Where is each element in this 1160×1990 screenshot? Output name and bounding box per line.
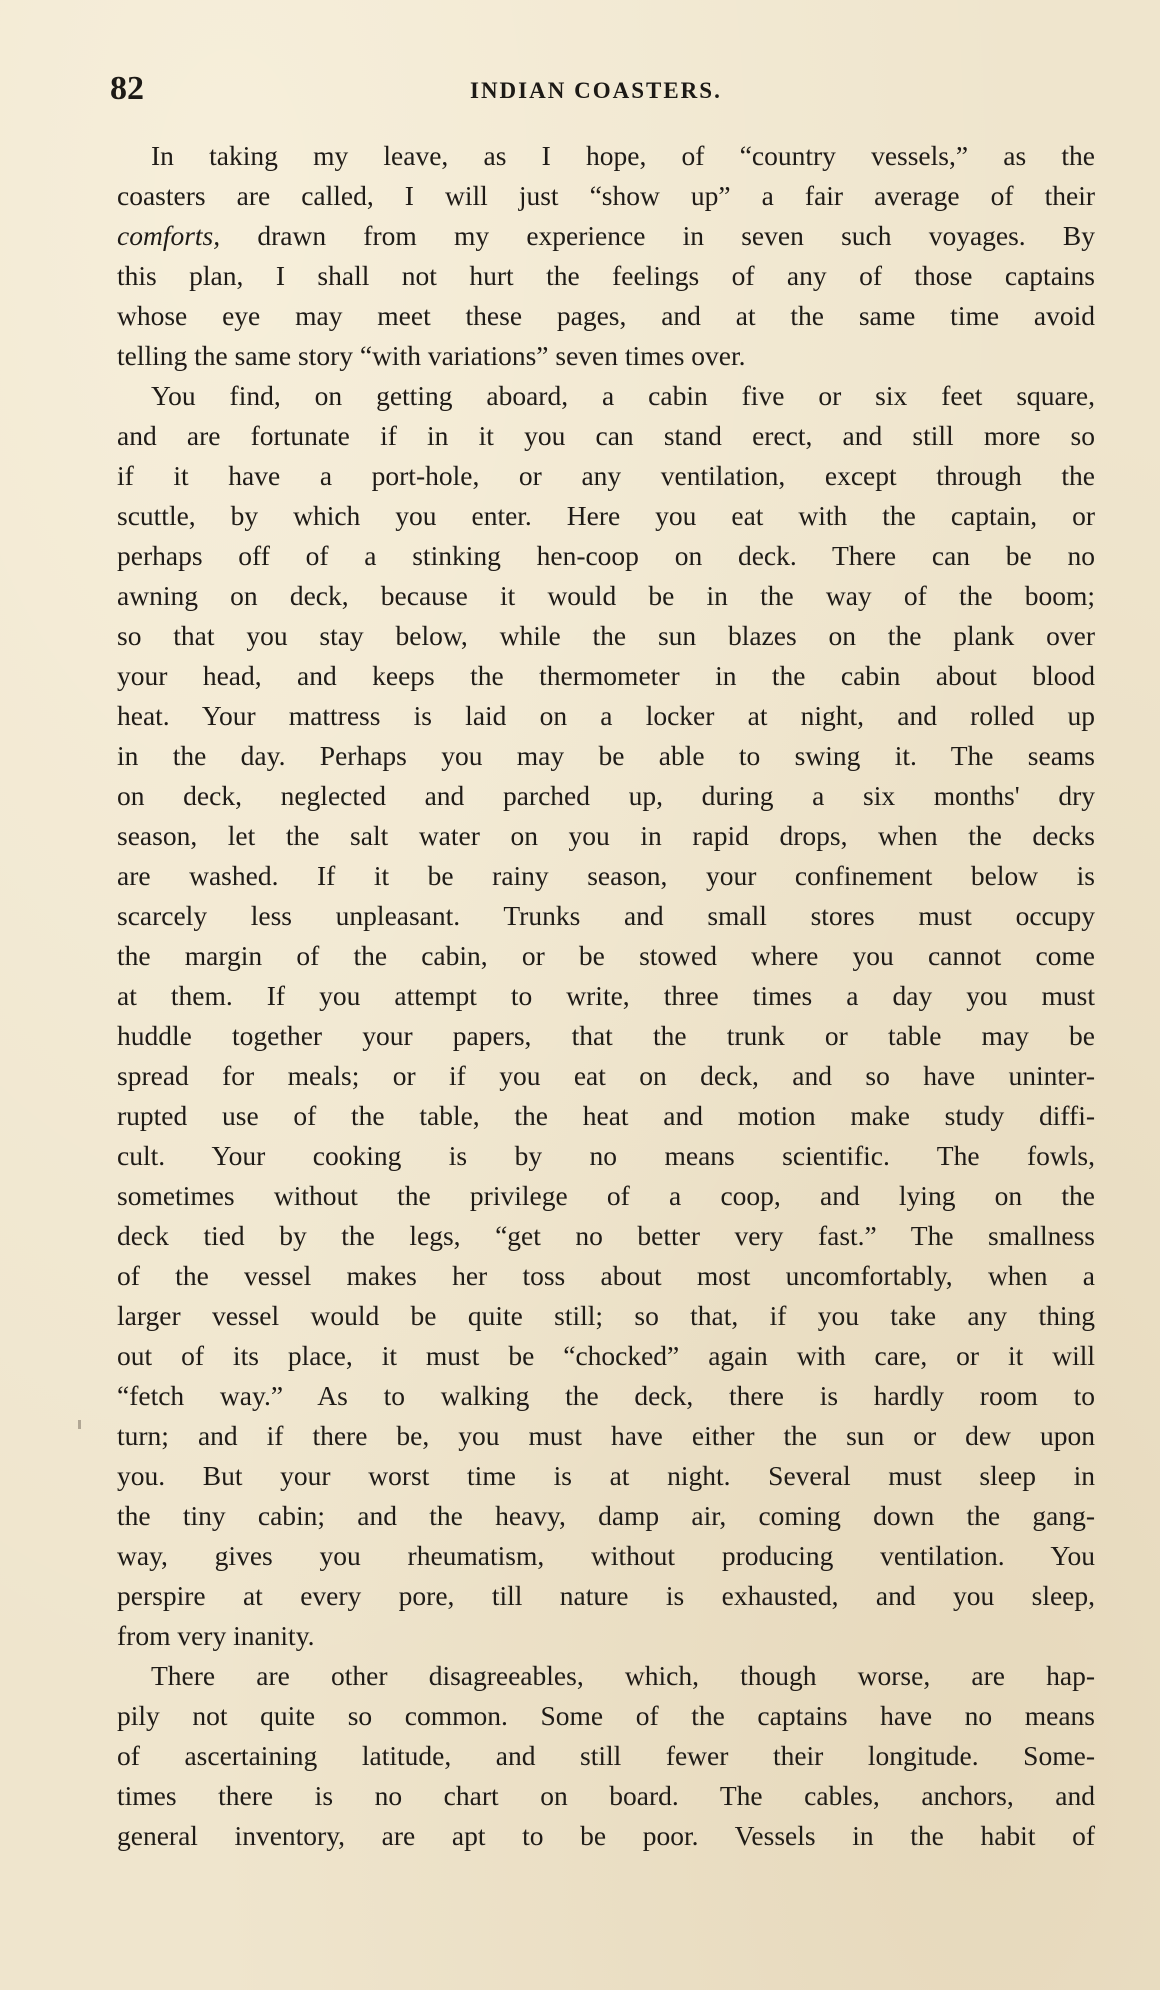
text-line: you. But your worst time is at night. Several must sleep in: [117, 1460, 1095, 1491]
text-line: your head, and keeps the thermometer in the cabin about blood: [117, 660, 1095, 691]
text-line: from very inanity.: [117, 1620, 315, 1651]
text-line: at them. If you attempt to write, three times a day you must: [117, 980, 1095, 1011]
text-line: You find, on getting aboard, a cabin five or six feet square,: [151, 380, 1095, 411]
text-line: times there is no chart on board. The cables, anchors, and: [117, 1780, 1095, 1811]
text-line: awning on deck, because it would be in the way of the boom;: [117, 580, 1095, 611]
text-line: whose eye may meet these pages, and at the same time avoid: [117, 300, 1095, 331]
page-header: [0, 70, 1160, 110]
running-head: INDIAN COASTERS.: [470, 78, 722, 103]
text-line: in the day. Perhaps you may be able to swing it. The seams: [117, 740, 1095, 771]
text-line: of ascertaining latitude, and still fewer their longitude. Some-: [117, 1740, 1095, 1771]
text-line: There are other disagreeables, which, though worse, are hap-: [151, 1660, 1095, 1691]
text-line: of the vessel makes her toss about most uncomfortably, when a: [117, 1260, 1095, 1291]
text-line: larger vessel would be quite still; so that, if you take any thing: [117, 1300, 1095, 1331]
text-line: out of its place, it must be “chocked” again with care, or it will: [117, 1340, 1095, 1371]
page-number: 82: [110, 70, 144, 107]
text-line: pily not quite so common. Some of the captains have no means: [117, 1700, 1095, 1731]
text-line: on deck, neglected and parched up, during a six months' dry: [117, 780, 1095, 811]
text-line: the tiny cabin; and the heavy, damp air, coming down the gang-: [117, 1500, 1095, 1531]
text-line: cult. Your cooking is by no means scientific. The fowls,: [117, 1140, 1095, 1171]
text-line: deck tied by the legs, “get no better very fast.” The smallness: [117, 1220, 1095, 1251]
italic-word: comforts,: [117, 220, 221, 251]
text-line: scarcely less unpleasant. Trunks and small stores must occupy: [117, 900, 1095, 931]
text-line: “fetch way.” As to walking the deck, there is hardly room to: [117, 1380, 1095, 1411]
text-line: perhaps off of a stinking hen-coop on deck. There can be no: [117, 540, 1095, 571]
text-line: season, let the salt water on you in rapid drops, when the decks: [117, 820, 1095, 851]
margin-mark: [78, 1420, 81, 1429]
body-text: [117, 136, 1095, 1856]
text-line: this plan, I shall not hurt the feelings of any of those captains: [117, 260, 1095, 291]
text-line: scuttle, by which you enter. Here you eat with the captain, or: [117, 500, 1095, 531]
text-line: turn; and if there be, you must have either the sun or dew upon: [117, 1420, 1095, 1451]
text-line: are washed. If it be rainy season, your confinement below is: [117, 860, 1095, 891]
text-line: spread for meals; or if you eat on deck, and so have uninter-: [117, 1060, 1095, 1091]
text-line: rupted use of the table, the heat and motion make study diffi-: [117, 1100, 1095, 1131]
text-line: sometimes without the privilege of a coop, and lying on the: [117, 1180, 1095, 1211]
text-line: heat. Your mattress is laid on a locker at night, and rolled up: [117, 700, 1095, 731]
text-line: telling the same story “with variations” seven times over.: [117, 340, 746, 371]
text-line: and are fortunate if in it you can stand erect, and still more so: [117, 420, 1095, 451]
text-line: way, gives you rheumatism, without producing ventilation. You: [117, 1540, 1095, 1571]
text-line-segment: drawn from my experience in seven such voyages. By: [220, 220, 1095, 251]
text-line: perspire at every pore, till nature is exhausted, and you sleep,: [117, 1580, 1095, 1611]
text-line: huddle together your papers, that the trunk or table may be: [117, 1020, 1095, 1051]
text-line: [117, 216, 1095, 256]
text-line: general inventory, are apt to be poor. Vessels in the habit of: [117, 1820, 1095, 1851]
text-line: In taking my leave, as I hope, of “country vessels,” as the: [151, 140, 1095, 171]
text-line: if it have a port-hole, or any ventilation, except through the: [117, 460, 1095, 491]
text-line: so that you stay below, while the sun blazes on the plank over: [117, 620, 1095, 651]
text-line: the margin of the cabin, or be stowed where you cannot come: [117, 940, 1095, 971]
text-line: coasters are called, I will just “show up” a fair average of their: [117, 180, 1095, 211]
